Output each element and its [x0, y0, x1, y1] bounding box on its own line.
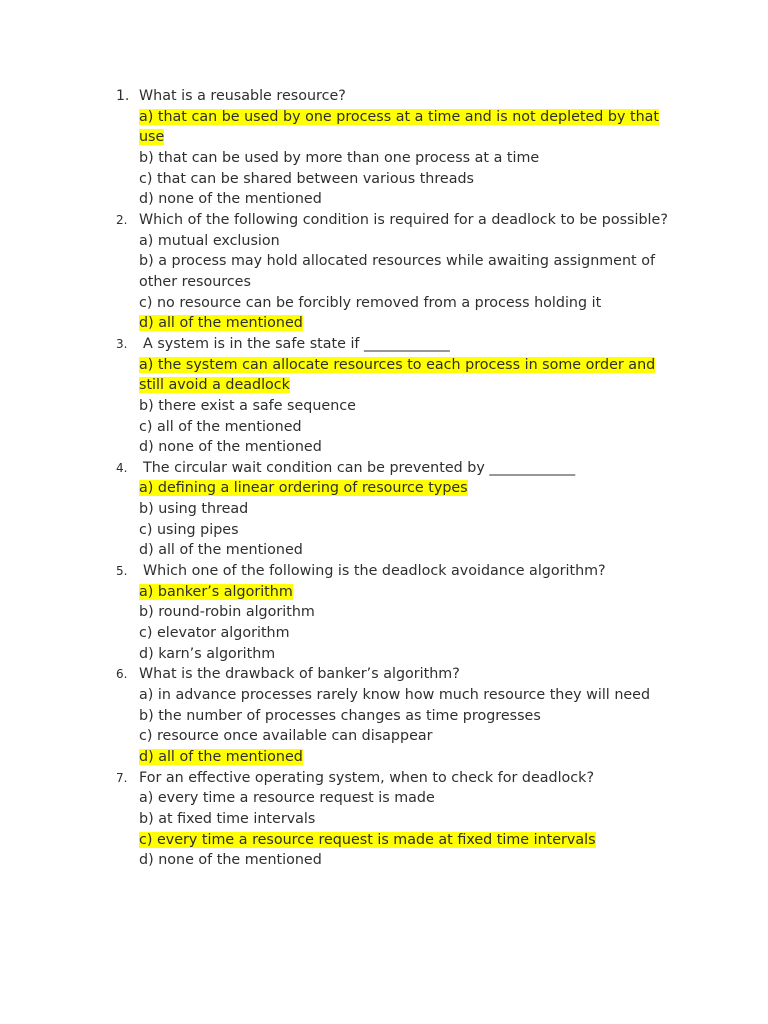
question-text: The circular wait condition can be prevented by ____________: [143, 459, 576, 476]
question-number: 2.: [116, 212, 128, 227]
question-item-6: [0, 664, 768, 767]
question-item-7: [0, 768, 768, 871]
question-item-3: [0, 334, 768, 458]
question-number: 6.: [116, 667, 128, 682]
answer-option: b) that can be used by more than one process at a time: [139, 149, 540, 166]
answer-option: [139, 313, 684, 334]
question-text: For an effective operating system, when to check for deadlock?: [139, 769, 595, 786]
question-item-4: [0, 458, 768, 561]
question-item-5: [0, 561, 768, 664]
answer-option: a) every time a resource request is made: [139, 790, 435, 807]
answer-option: a) mutual exclusion: [139, 232, 280, 249]
answer-option: b) there exist a safe sequence: [139, 397, 356, 414]
quiz-question-list: [0, 86, 768, 871]
question-number: 1.: [116, 88, 130, 104]
answer-option: c) that can be shared between various threads: [139, 170, 475, 187]
answer-option: c) elevator algorithm: [139, 625, 290, 642]
answer-option: c) all of the mentioned: [139, 418, 302, 435]
answer-option: d) none of the mentioned: [139, 852, 322, 869]
answer-option: d) none of the mentioned: [139, 439, 322, 456]
question-item-2: [0, 210, 768, 334]
question-text: A system is in the safe state if ____________: [143, 335, 450, 352]
answer-option: b) at fixed time intervals: [139, 810, 316, 827]
answer-highlight: d) all of the mentioned: [139, 315, 303, 332]
answer-option: [139, 830, 684, 851]
question-number: 5.: [116, 564, 128, 579]
question-number: 7.: [116, 770, 128, 785]
answer-highlight: a) defining a linear ordering of resource types: [139, 480, 468, 497]
answer-option: [139, 478, 684, 499]
answer-option: d) none of the mentioned: [139, 191, 322, 208]
answer-option: [139, 355, 684, 396]
answer-option: d) all of the mentioned: [139, 542, 303, 559]
question-item-1: [0, 86, 768, 210]
question-text: Which one of the following is the deadlock avoidance algorithm?: [143, 563, 606, 580]
answer-option: [139, 747, 684, 768]
answer-highlight: a) that can be used by one process at a time and is not depleted by that use: [139, 108, 660, 146]
answer-option: [139, 107, 684, 148]
question-text: Which of the following condition is required for a deadlock to be possible?: [139, 211, 668, 228]
answer-option: [139, 582, 684, 603]
answer-option: d) karn’s algorithm: [139, 645, 276, 662]
answer-option: b) the number of processes changes as time progresses: [139, 707, 541, 724]
answer-option: c) no resource can be forcibly removed from a process holding it: [139, 294, 602, 311]
answer-option: a) in advance processes rarely know how much resource they will need: [139, 687, 651, 704]
answer-option: b) using thread: [139, 501, 249, 518]
answer-highlight: a) banker’s algorithm: [139, 583, 293, 600]
answer-option: c) resource once available can disappear: [139, 728, 433, 745]
answer-option: c) using pipes: [139, 521, 239, 538]
answer-option: b) a process may hold allocated resources while awaiting assignment of other resources: [139, 253, 655, 290]
question-text: What is the drawback of banker’s algorithm?: [139, 666, 460, 683]
question-text: What is a reusable resource?: [139, 88, 346, 104]
answer-highlight: d) all of the mentioned: [139, 749, 303, 765]
answer-option: b) round-robin algorithm: [139, 604, 315, 621]
answer-highlight: c) every time a resource request is made at fixed time intervals: [139, 831, 596, 848]
question-number: 4.: [116, 460, 128, 475]
question-number: 3.: [116, 336, 128, 351]
answer-highlight: a) the system can allocate resources to each process in some order and still avoid a deadlock: [139, 356, 656, 394]
